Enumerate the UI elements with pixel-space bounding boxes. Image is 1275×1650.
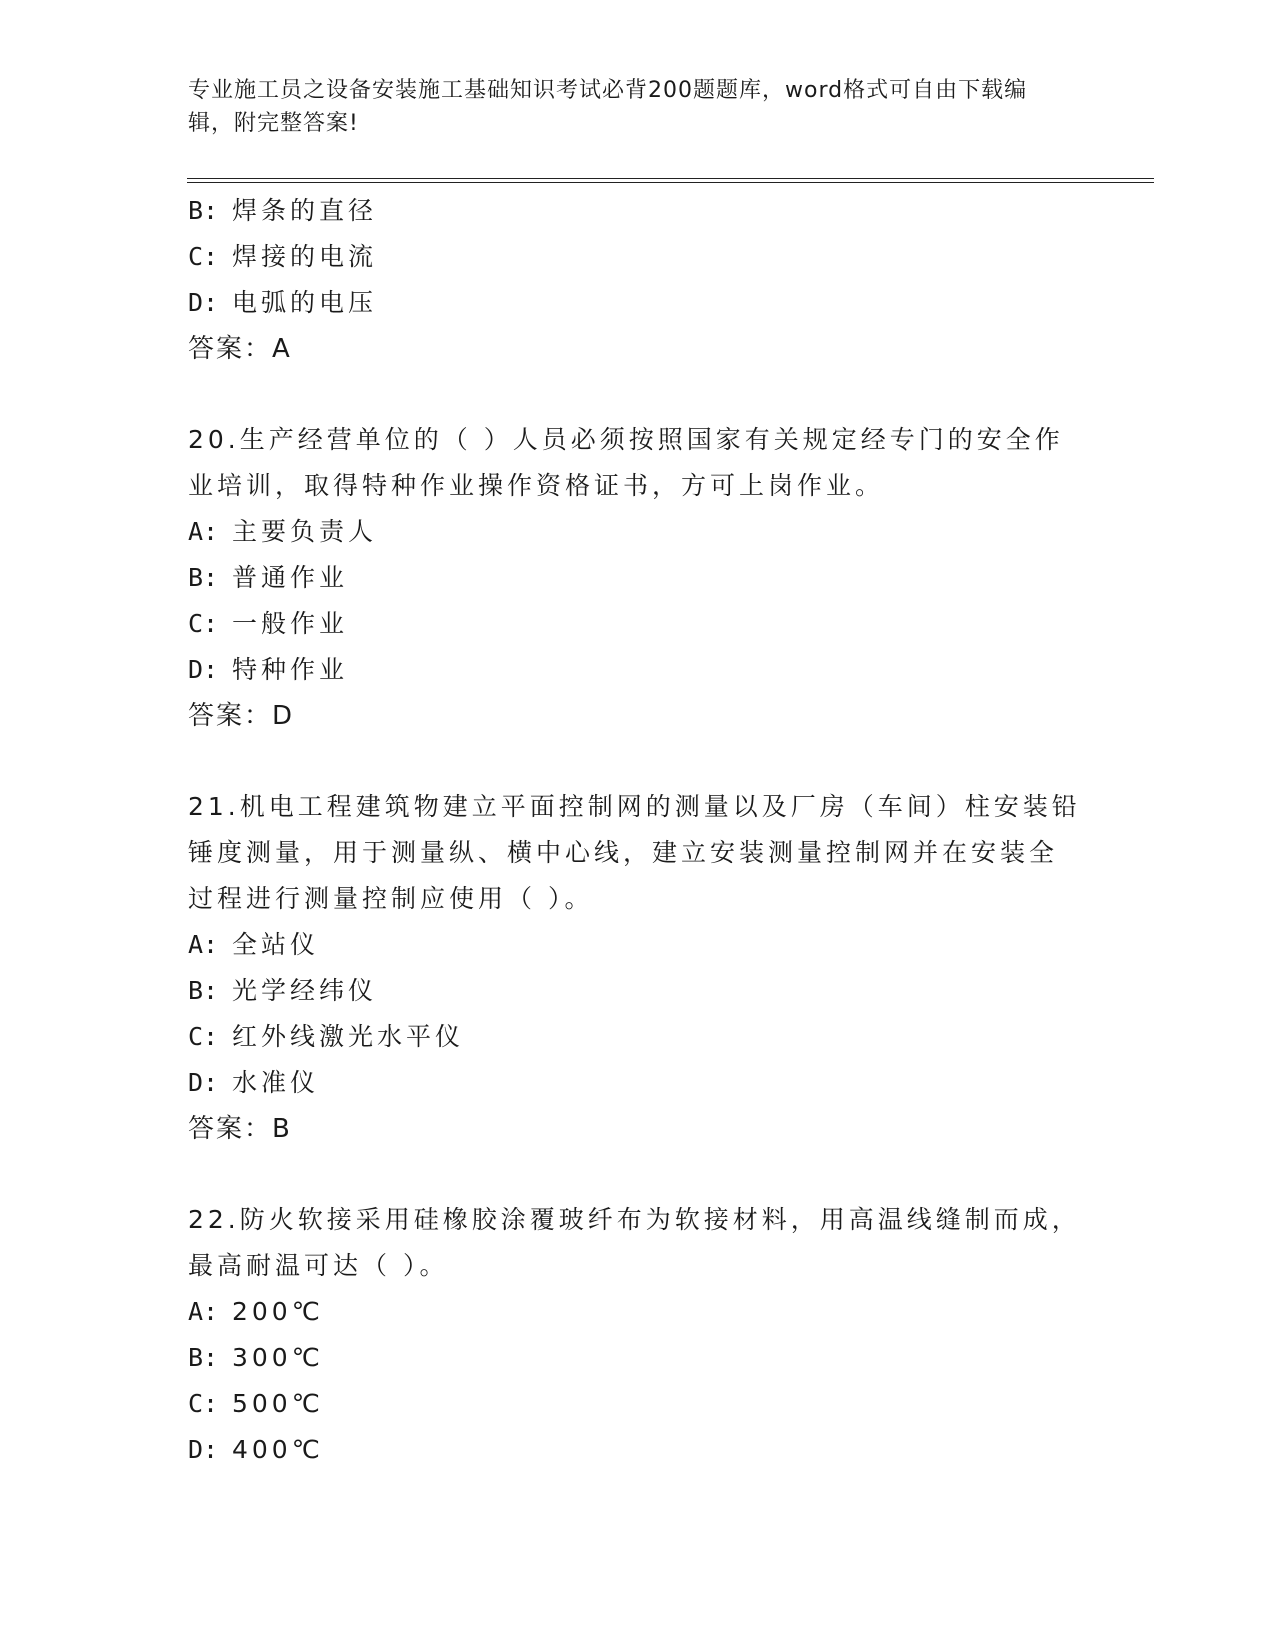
option-c [188, 601, 1088, 647]
option-a [188, 922, 1088, 968]
answer-label: 答案： [188, 1114, 273, 1144]
question-19-fragment [188, 188, 1088, 372]
option-text: 主要负责人 [232, 517, 378, 546]
option-key: A: [188, 1297, 219, 1326]
question-text-line: 20.生产经营单位的（ ）人员必须按照国家有关规定经专门的安全作 [188, 425, 1064, 454]
option-text: 全站仪 [232, 930, 320, 959]
option-d [188, 647, 1088, 693]
option-key: B: [188, 196, 219, 225]
option-key: D: [188, 1068, 219, 1097]
option-text: 普通作业 [232, 563, 349, 592]
option-text: 一般作业 [232, 609, 349, 638]
option-b [188, 555, 1088, 601]
option-key: D: [188, 655, 219, 684]
answer-line [188, 693, 1088, 739]
option-text: 300℃ [232, 1343, 324, 1372]
question-text-line: 22.防火软接采用硅橡胶涂覆玻纤布为软接材料，用高温线缝制而成， [188, 1205, 1081, 1234]
answer-value: D [272, 701, 295, 731]
option-text: 200℃ [232, 1297, 324, 1326]
question-20 [188, 417, 1088, 739]
option-key: C: [188, 609, 219, 638]
option-b [188, 188, 1088, 234]
option-text: 特种作业 [232, 655, 349, 684]
header-title: 专业施工员之设备安装施工基础知识考试必背200题题库，word格式可自由下载编辑，附完整答案! [188, 78, 1028, 136]
option-c [188, 1381, 1088, 1427]
option-a [188, 1289, 1088, 1335]
question-22 [188, 1197, 1088, 1473]
question-text-line: 过程进行测量控制应使用（ ）。 [188, 884, 594, 913]
option-c [188, 234, 1088, 280]
option-key: C: [188, 1389, 219, 1418]
option-text: 红外线激光水平仪 [232, 1022, 465, 1051]
answer-line [188, 1106, 1088, 1152]
option-key: D: [188, 1435, 219, 1464]
option-text: 水准仪 [232, 1068, 320, 1097]
option-text: 光学经纬仪 [232, 976, 378, 1005]
option-key: A: [188, 930, 219, 959]
header-divider-top [187, 178, 1154, 179]
option-d [188, 280, 1088, 326]
header-divider-bottom [187, 182, 1154, 183]
option-c [188, 1014, 1088, 1060]
question-21 [188, 784, 1088, 1152]
option-key: B: [188, 1343, 219, 1372]
answer-line [188, 326, 1088, 372]
answer-value: A [272, 334, 292, 364]
option-a [188, 509, 1088, 555]
option-d [188, 1060, 1088, 1106]
question-list [188, 188, 1088, 1473]
option-key: C: [188, 242, 219, 271]
answer-label: 答案： [188, 701, 273, 731]
option-d [188, 1427, 1088, 1473]
option-key: B: [188, 976, 219, 1005]
option-text: 电弧的电压 [232, 288, 378, 317]
question-text-line: 21.机电工程建筑物建立平面控制网的测量以及厂房（车间）柱安装铅 [188, 792, 1081, 821]
option-text: 焊接的电流 [232, 242, 378, 271]
option-text: 500℃ [232, 1389, 324, 1418]
option-text: 焊条的直径 [232, 196, 378, 225]
question-text-line: 业培训，取得特种作业操作资格证书，方可上岗作业。 [188, 471, 885, 500]
question-text-line: 最高耐温可达（ ）。 [188, 1251, 449, 1280]
option-b [188, 968, 1088, 1014]
option-key: C: [188, 1022, 219, 1051]
option-key: B: [188, 563, 219, 592]
answer-label: 答案： [188, 334, 273, 364]
option-text: 400℃ [232, 1435, 324, 1464]
option-b [188, 1335, 1088, 1381]
option-key: D: [188, 288, 219, 317]
document-header [188, 74, 1068, 140]
option-key: A: [188, 517, 219, 546]
answer-value: B [272, 1114, 292, 1144]
question-text-line: 锤度测量，用于测量纵、横中心线，建立安装测量控制网并在安装全 [188, 838, 1059, 867]
